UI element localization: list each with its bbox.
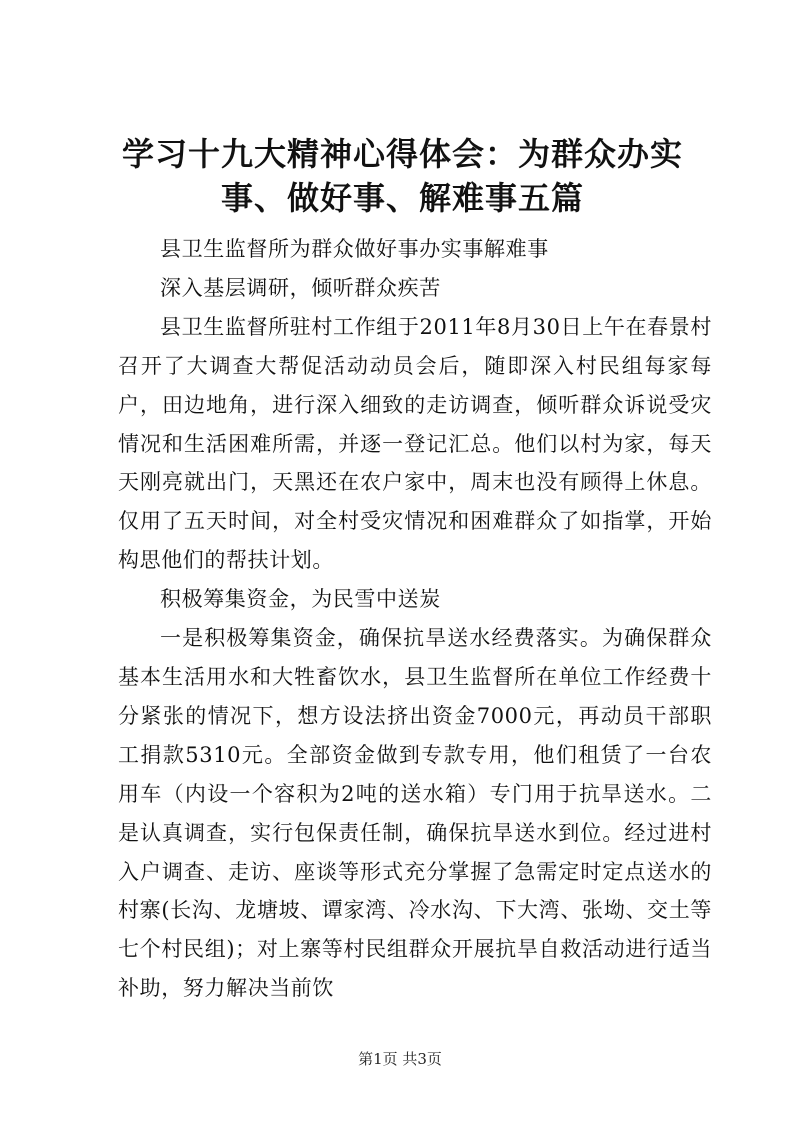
paragraph-research: 县卫生监督所驻村工作组于2011年8月30日上午在春景村召开了大调查大帮促活动动员会后，随即深入村民组每家每户，田边地角，进行深入细致的走访调查，倾听群众诉说受灾情况和生活困难所需，并逐一登记汇总。他们以村为家，每天天刚亮就出门，天黑还在农户家中，周末也没有顾得上休息。仅用了五天时间，对全村受灾情况和困难群众了如指掌，开始构思他们的帮扶计划。 bbox=[118, 314, 712, 573]
document-body bbox=[118, 230, 712, 1008]
page-footer: 第1页 共3页 bbox=[358, 1050, 442, 1068]
paragraph-heading-funds: 积极筹集资金，为民雪中送炭 bbox=[160, 587, 441, 612]
paragraph-heading-research: 深入基层调研，倾听群众疾苦 bbox=[160, 275, 441, 300]
paragraph-funds: 一是积极筹集资金，确保抗旱送水经费落实。为确保群众基本生活用水和大牲畜饮水，县卫生监督所在单位工作经费十分紧张的情况下，想方设法挤出资金7000元，再动员干部职工捐款5310元。全部资金做到专款专用，他们租赁了一台农用车（内设一个容积为2吨的送水箱）专门用于抗旱送水。二是认真调查，实行包保责任制，确保抗旱送水到位。经过进村入户调查、走访、座谈等形式充分掌握了急需定时定点送水的村寨(长沟、龙塘坡、谭家湾、冷水沟、下大湾、张坳、交土等七个村民组)；对上寨等村民组群众开展抗旱自救活动进行适当补助，努力解决当前饮 bbox=[118, 626, 712, 1001]
paragraph-subtitle: 县卫生监督所为群众做好事办实事解难事 bbox=[160, 237, 549, 261]
document-title: 学习十九大精神心得体会：为群众办实事、做好事、解难事五篇 bbox=[121, 135, 683, 217]
